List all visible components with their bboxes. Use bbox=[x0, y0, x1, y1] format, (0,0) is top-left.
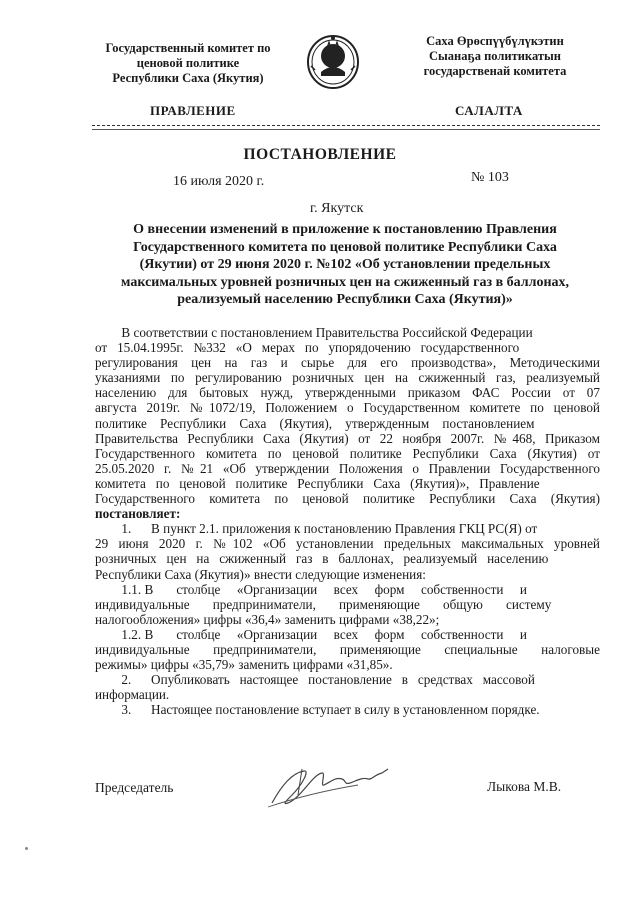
body-line: политике Республики Саха (Якутия), утвержденным постановлением bbox=[95, 415, 535, 431]
item-1-line: 1. В пункт 2.1. приложения к постановлению Правления ГКЦ РС(Я) от bbox=[95, 521, 538, 537]
heading-line: максимальных уровней розничных цен на сжиженный газ в баллонах, bbox=[120, 274, 570, 290]
body-line: Государственного комитета по ценовой политике Республики Саха (Якутия) от bbox=[95, 445, 600, 461]
heading-line: О внесении изменений в приложение к постановлению Правления bbox=[133, 222, 557, 237]
item-1-line: 29 июня 2020 г. №102 «Об установлении предельных максимальных уровней bbox=[95, 536, 600, 552]
header-right-line: Сыанаҕа политикатын bbox=[429, 49, 561, 63]
body-line: августа 2019г. №1072/19, Положением о Государственном комитете по ценовой bbox=[95, 400, 600, 416]
header-divider-solid bbox=[92, 129, 600, 130]
item-1-2-line: индивидуальные предприниматели, применяющие специальные налоговые bbox=[95, 641, 600, 657]
sakha-republic-emblem-icon bbox=[305, 32, 361, 90]
item-1-1-line: 1.1. В столбце «Организации всех форм собственности и bbox=[95, 581, 527, 597]
item-1-line: розничных цен на сжиженный газ в баллонах, реализуемый населению bbox=[95, 551, 549, 567]
scan-mark bbox=[25, 847, 28, 850]
body-line: от 15.04.1995г. №332 «О мерах по упорядочению государственного bbox=[95, 340, 520, 356]
handwritten-signature-icon bbox=[262, 755, 402, 820]
header-left-line: Государственный комитет по bbox=[105, 41, 271, 55]
item-1-2-line: режимы» цифры «35,79» заменить цифрами «31,85». bbox=[95, 657, 393, 673]
header-org-name-ru bbox=[88, 41, 288, 86]
body-line: Государственного комитета по ценовой политике Республики Саха (Якутия) bbox=[95, 491, 600, 507]
document-title: ПОСТАНОВЛЕНИЕ bbox=[243, 146, 397, 163]
item-1-1-line: индивидуальные предприниматели, применяющие общую систему bbox=[95, 596, 552, 612]
body-line: регулирования цен на газ и сырье для его производства», Методическими bbox=[95, 355, 600, 371]
item-2-line: информации. bbox=[95, 687, 170, 703]
item-1-line: Республики Саха (Якутия)» внести следующие изменения: bbox=[95, 566, 426, 582]
signer-position: Председатель bbox=[95, 780, 174, 795]
body-line: комитета по ценовой политике Республики Саха (Якутия)», Правление bbox=[95, 475, 540, 491]
heading-line: реализуемый населению Республики Саха (Якутия)» bbox=[177, 292, 513, 307]
document-body bbox=[95, 325, 600, 717]
item-1-1-line: налогообложения» цифры «36,4» заменить цифрами «38,22»; bbox=[95, 611, 440, 627]
document-city: г. Якутск bbox=[310, 201, 364, 216]
item-1-2-line: 1.2. В столбце «Организации всех форм собственности и bbox=[95, 626, 527, 642]
header-right-line: Саха Өрөспүүбүлүкэтин bbox=[426, 34, 564, 48]
document-heading bbox=[110, 221, 580, 309]
heading-line: (Якутии) от 29 июня 2020 г. №102 «Об установлении предельных bbox=[139, 257, 551, 272]
header-divider-dashed bbox=[92, 125, 600, 126]
item-3-line: 3. Настоящее постановление вступает в силу в установленном порядке. bbox=[95, 702, 540, 718]
board-label-sakha: САЛАЛТА bbox=[455, 103, 523, 118]
board-label-ru: ПРАВЛЕНИЕ bbox=[150, 103, 236, 118]
body-line: Правительства Республики Саха (Якутия) от 22 ноября 2007г. №468, Приказом bbox=[95, 430, 600, 446]
header-left-line: Республики Саха (Якутия) bbox=[112, 71, 264, 85]
body-line: населению для бытовых нужд, утвержденными приказом ФАС России от 07 bbox=[95, 385, 600, 401]
body-line: В соответствии с постановлением Правительства Российской Федерации bbox=[95, 325, 533, 340]
item-2-line: 2. Опубликовать настоящее постановление в средствах массовой bbox=[95, 672, 535, 688]
header-right-line: государственай комитета bbox=[423, 64, 567, 78]
body-line: указаниями по регулированию розничных цен на сжиженный газ, реализуемый bbox=[95, 370, 600, 386]
header-left-line: ценовой политике bbox=[136, 56, 240, 70]
header-org-name-sakha bbox=[395, 34, 595, 79]
resolves-word: постановляет: bbox=[95, 506, 181, 522]
document-number: № 103 bbox=[471, 170, 509, 185]
heading-line: Государственного комитета по ценовой политике Республики Саха bbox=[133, 239, 557, 255]
signer-name: Лыкова М.В. bbox=[487, 779, 562, 794]
body-line: 25.05.2020 г. №21 «Об утверждении Положения о Правлении Государственного bbox=[95, 460, 600, 476]
document-date: 16 июля 2020 г. bbox=[173, 174, 265, 189]
